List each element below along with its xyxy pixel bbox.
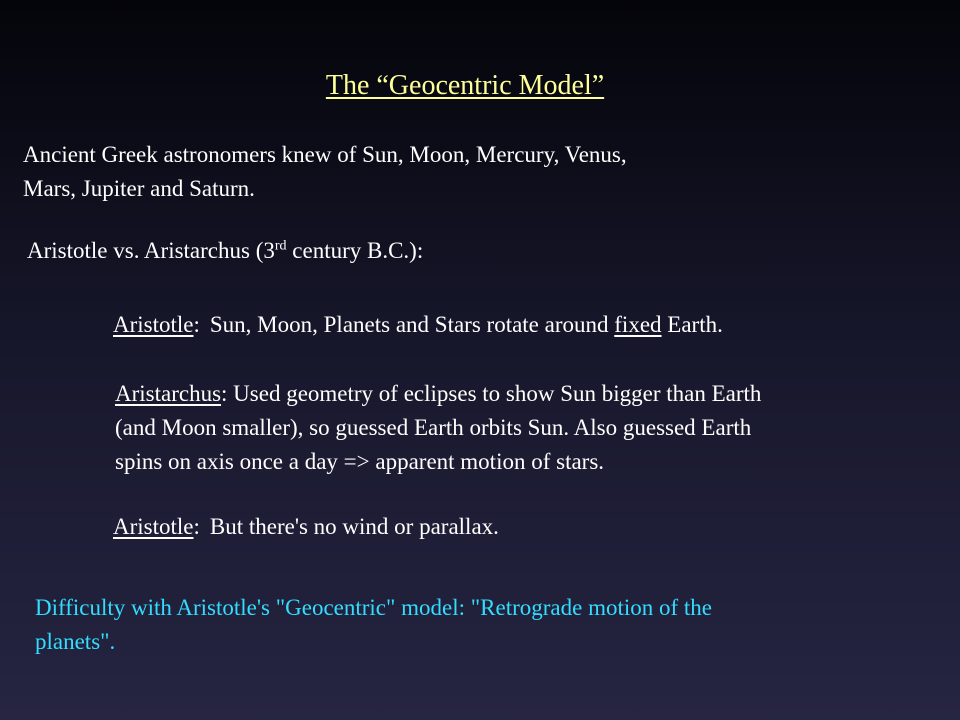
speaker-aristarchus: Aristarchus bbox=[115, 381, 222, 406]
aristotle-rebuttal bbox=[113, 510, 499, 544]
difficulty-paragraph bbox=[35, 591, 712, 659]
emphasis-fixed: fixed bbox=[614, 312, 662, 337]
aristarchus-claim bbox=[115, 377, 761, 479]
ordinal-suffix: rd bbox=[274, 238, 287, 254]
speaker-colon: : bbox=[193, 312, 200, 337]
aristotle-claim-end: Earth. bbox=[661, 312, 723, 337]
aristotle-claim-text: Sun, Moon, Planets and Stars rotate around bbox=[209, 312, 615, 337]
slide-title: The “Geocentric Model” bbox=[325, 70, 605, 101]
speaker-colon: : bbox=[193, 514, 200, 539]
difficulty-line-1: Difficulty with Aristotle's "Geocentric" model: "Retrograde motion of the bbox=[35, 595, 713, 620]
versus-text: Aristotle vs. Aristarchus (3 bbox=[27, 238, 275, 263]
speaker-aristotle: Aristotle bbox=[113, 514, 194, 539]
versus-heading bbox=[27, 234, 423, 268]
intro-paragraph bbox=[23, 138, 627, 206]
aristotle-claim bbox=[113, 308, 723, 342]
intro-line-1: Ancient Greek astronomers knew of Sun, Moon, Mercury, Venus, bbox=[23, 142, 627, 167]
versus-text-end: century B.C.): bbox=[286, 238, 424, 263]
difficulty-line-2: planets". bbox=[35, 629, 116, 654]
intro-line-2: Mars, Jupiter and Saturn. bbox=[23, 176, 255, 201]
speaker-aristotle: Aristotle bbox=[113, 312, 194, 337]
aristarchus-line-2: (and Moon smaller), so guessed Earth orbits Sun. Also guessed Earth bbox=[115, 415, 752, 440]
aristarchus-line-3: spins on axis once a day => apparent motion of stars. bbox=[115, 449, 605, 474]
aristotle-rebuttal-text: But there's no wind or parallax. bbox=[209, 514, 499, 539]
aristarchus-line-1-text: : Used geometry of eclipses to show Sun bigger than Earth bbox=[221, 381, 762, 406]
aristarchus-line-1 bbox=[115, 377, 761, 411]
